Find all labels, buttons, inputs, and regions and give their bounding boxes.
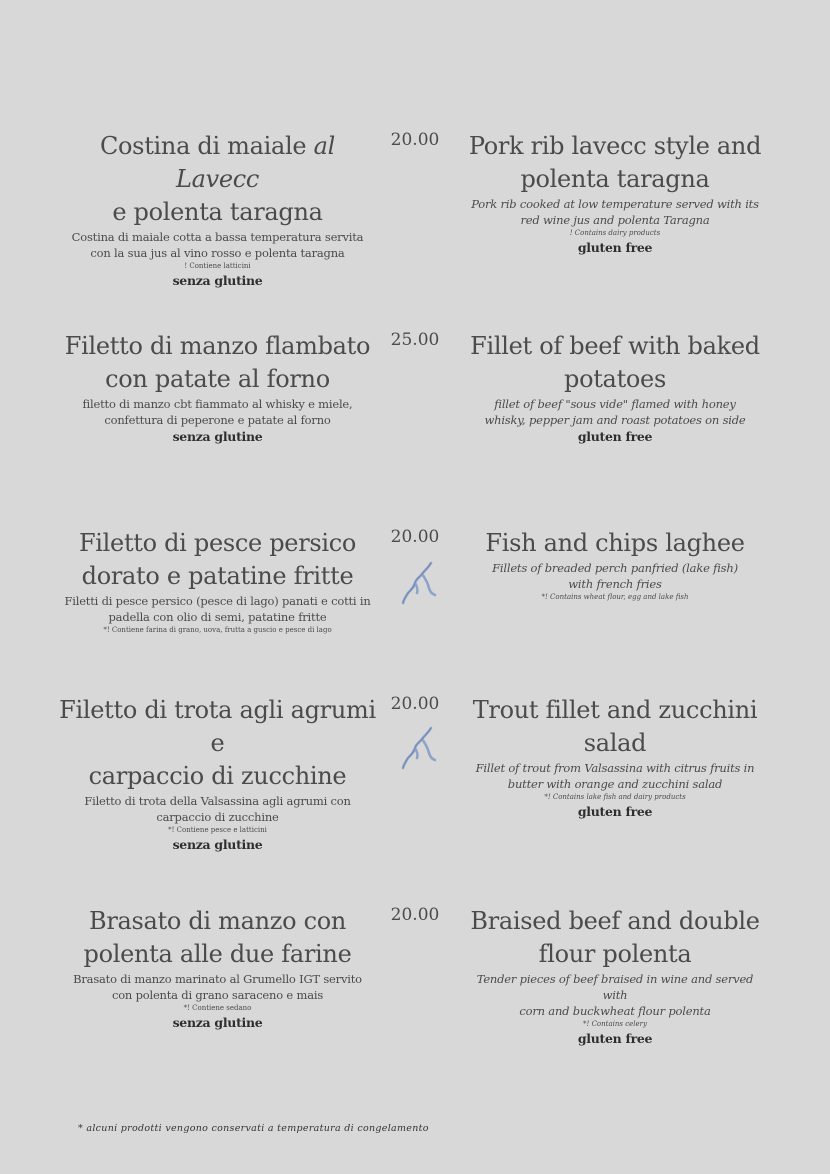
dish-price: 25.00: [390, 330, 440, 350]
allergen-note-it: *! Contiene farina di grano, uova, frutta a guscio e pesce di lago: [103, 626, 332, 634]
english-column: [465, 694, 765, 820]
dish-price: 20.00: [390, 694, 440, 714]
gluten-free-label-it: senza glutine: [172, 837, 263, 852]
allergen-note-en: ! Contains dairy products: [569, 229, 661, 237]
english-column: [465, 330, 765, 445]
gluten-free-label-en: gluten free: [577, 1031, 653, 1046]
allergen-note-it: ! Contiene latticini: [184, 262, 251, 270]
lake-como-icon: [398, 560, 440, 606]
dish-description-en: fillet of beef "sous vide" flamed with honey: [494, 397, 736, 411]
dish-description-en: corn and buckwheat flour polenta: [519, 1004, 711, 1018]
dish-description-en: Fillet of trout from Valsassina with citrus fruits in: [475, 761, 755, 775]
dish-title-en: salad: [583, 729, 647, 757]
dish-description-it: Filetto di trota della Valsassina agli agrumi con: [84, 794, 351, 808]
dish-price: 20.00: [390, 130, 440, 150]
gluten-free-label-it: senza glutine: [172, 429, 263, 444]
gluten-free-label-it: senza glutine: [172, 1015, 263, 1030]
dish-title-en: Fish and chips laghee: [485, 529, 745, 557]
gluten-free-label-en: gluten free: [577, 804, 653, 819]
italian-column: [55, 330, 380, 445]
dish-description-it: filetto di manzo cbt fiammato al whisky e miele,: [82, 397, 353, 411]
english-column: [465, 527, 765, 603]
dish-description-en: Tender pieces of beef braised in wine and served with: [476, 972, 754, 1002]
dish-description-it: Costina di maiale cotta a bassa temperatura servita: [71, 230, 364, 244]
lake-como-icon: [398, 725, 440, 771]
dish-title-it: dorato e patatine fritte: [81, 562, 354, 590]
dish-title-en: Trout fillet and zucchini: [472, 696, 758, 724]
dish-price: 20.00: [390, 527, 440, 547]
dish-title-it: polenta alle due farine: [83, 940, 352, 968]
italian-column: [55, 527, 380, 636]
dish-description-it: confettura di peperone e patate al forno: [104, 413, 331, 427]
dish-description-en: butter with orange and zucchini salad: [507, 777, 723, 791]
gluten-free-label-it: senza glutine: [172, 273, 263, 288]
freezing-footnote: * alcuni prodotti vengono conservati a temperatura di congelamento: [78, 1123, 429, 1134]
dish-description-it: con la sua jus al vino rosso e polenta taragna: [90, 246, 345, 260]
italian-column: [55, 905, 380, 1031]
dish-description-it: carpaccio di zucchine: [156, 810, 279, 824]
dish-title-en: polenta taragna: [520, 165, 710, 193]
dish-title-it: Filetto di pesce persico: [78, 529, 357, 557]
italian-column: [55, 130, 380, 289]
italian-column: [55, 694, 380, 853]
dish-price: 20.00: [390, 905, 440, 925]
gluten-free-label-en: gluten free: [577, 240, 653, 255]
dish-description-en: Fillets of breaded perch panfried (lake fish): [492, 561, 738, 575]
dish-title-en: Pork rib lavecc style and: [468, 132, 762, 160]
dish-title-it: Filetto di manzo flambato: [64, 332, 371, 360]
dish-title-it: Brasato di manzo con: [88, 907, 347, 935]
dish-description-it: Filetti di pesce persico (pesce di lago) panati e cotti in: [64, 594, 371, 608]
dish-title-it: Costina di maiale al Lavecc: [99, 132, 336, 193]
allergen-note-en: *! Contains wheat flour, egg and lake fish: [541, 593, 689, 601]
dish-title-it: con patate al forno: [105, 365, 330, 393]
dish-description-it: Brasato di manzo marinato al Grumello IGT servito: [73, 972, 362, 986]
allergen-note-it: *! Contiene sedano: [183, 1004, 252, 1012]
dish-title-en: Braised beef and double: [470, 907, 760, 935]
dish-description-en: Pork rib cooked at low temperature served with its: [471, 197, 759, 211]
gluten-free-label-en: gluten free: [577, 429, 653, 444]
dish-title-en: Fillet of beef with baked: [470, 332, 760, 360]
english-column: [465, 130, 765, 256]
dish-description-it: con polenta di grano saraceno e mais: [111, 988, 324, 1002]
dish-title-en: flour polenta: [538, 940, 692, 968]
allergen-note-it: *! Contiene pesce e latticini: [168, 826, 267, 834]
dish-description-en: with french fries: [568, 577, 662, 591]
dish-description-en: whisky, pepper jam and roast potatoes on side: [484, 413, 746, 427]
dish-description-it: padella con olio di semi, patatine fritte: [108, 610, 327, 624]
dish-description-en: red wine jus and polenta Taragna: [520, 213, 710, 227]
dish-title-it: Filetto di trota agli agrumi e: [59, 696, 376, 757]
dish-title-it: e polenta taragna: [112, 198, 323, 226]
dish-title-en: potatoes: [564, 365, 666, 393]
dish-title-it: carpaccio di zucchine: [88, 762, 347, 790]
allergen-note-en: *! Contains lake fish and dairy products: [544, 793, 686, 801]
english-column: [465, 905, 765, 1047]
allergen-note-en: *! Contains celery: [583, 1020, 647, 1028]
